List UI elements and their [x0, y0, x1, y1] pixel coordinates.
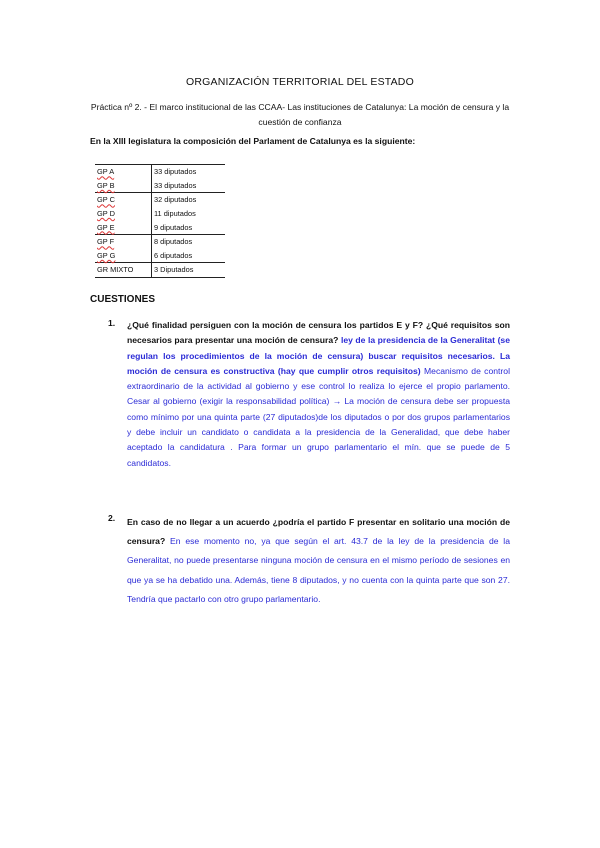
seats-cell: 6 diputados [154, 250, 193, 260]
group-cell: GP A [95, 165, 152, 179]
question-text: ¿Qué finalidad persiguen con la moción de censura los partidos E y F? ¿Qué requisitos son necesarios para presentar una moción de censura? [127, 320, 510, 346]
table-row [95, 263, 225, 278]
seats-cell: 3 Diputados [152, 263, 226, 278]
seats-cell: 33 diputados [152, 165, 226, 179]
table-row [95, 220, 225, 234]
table-row [95, 179, 225, 193]
seats-cell: 32 diputados [152, 193, 226, 207]
group-cell: GP C [95, 193, 152, 207]
answer-text: Mecanismo de control extraordinario de la actividad al gobierno y ese control lo realiza lo ejerce el propio parlamento. Cesar al gobierno (exigir la responsabilidad política) → La moción de censura debe ser propuesta como mínimo por una quinta parte (27 diputados)de los diputados o por dos grupos parlamentarios y debe incluir un candidato o candidata a la presidencia de la Generalidad, que debe haber aceptado la candidatura . Para formar un grupo parlamentario el mín. que se puede de 5 candidatos. [127, 365, 510, 468]
document-subtitle: Práctica nº 2. - El marco institucional de las CCAA- Las instituciones de Catalunya: La moción de censura y la cuestión de confianza [90, 102, 510, 127]
intro-text: En la XIII legislatura la composición del Parlament de Catalunya es la siguiente: [90, 136, 416, 146]
question-text: En caso de no llegar a un acuerdo ¿podría el partido F presentar en solitario una moción de censura? [127, 517, 510, 547]
seats-cell: 33 diputados [154, 180, 197, 190]
table-row [95, 249, 225, 263]
answer-bold-text: ley de la presidencia de la Generalitat (se regulan los procedimientos de la moción de censura) buscar requisitos necesarios. La moción de censura es constructiva (hay que cumplir otros requisitos) [127, 335, 510, 376]
group-cell: GP F [95, 234, 152, 248]
group-cell: GP E [95, 220, 152, 234]
question-1 [108, 318, 510, 471]
table-row [95, 207, 225, 221]
question-number: 1. [108, 318, 116, 328]
questions-heading: CUESTIONES [90, 294, 156, 305]
group-cell: GP D [95, 207, 152, 221]
question-body [127, 318, 510, 471]
group-cell: GP B [95, 179, 152, 193]
seats-cell: 9 diputados [154, 222, 193, 232]
seats-cell: 11 diputados [154, 209, 196, 219]
group-cell: GP G [95, 249, 152, 263]
document-title: ORGANIZACIÓN TERRITORIAL DEL ESTADO [186, 76, 414, 88]
table-row [95, 193, 225, 207]
group-cell: GR MIXTO [95, 263, 152, 278]
table-row [95, 165, 225, 179]
answer-text: En ese momento no, ya que según el art. 43.7 de la ley de la presidencia de la Generalitat, no puede presentarse ninguna moción de censura en el mismo período de sesiones en que ya se ha debatido una. Además, tiene 8 diputados, y no cuenta con la quinta parte que son 27. Tendría que pactarlo con otro grupo parlamentario. [127, 536, 510, 604]
question-number: 2. [108, 513, 116, 523]
question-body [127, 513, 510, 609]
table-row [95, 234, 225, 248]
seats-cell: 8 diputados [152, 234, 226, 248]
parliament-composition-table [95, 164, 225, 278]
question-2 [108, 513, 510, 609]
